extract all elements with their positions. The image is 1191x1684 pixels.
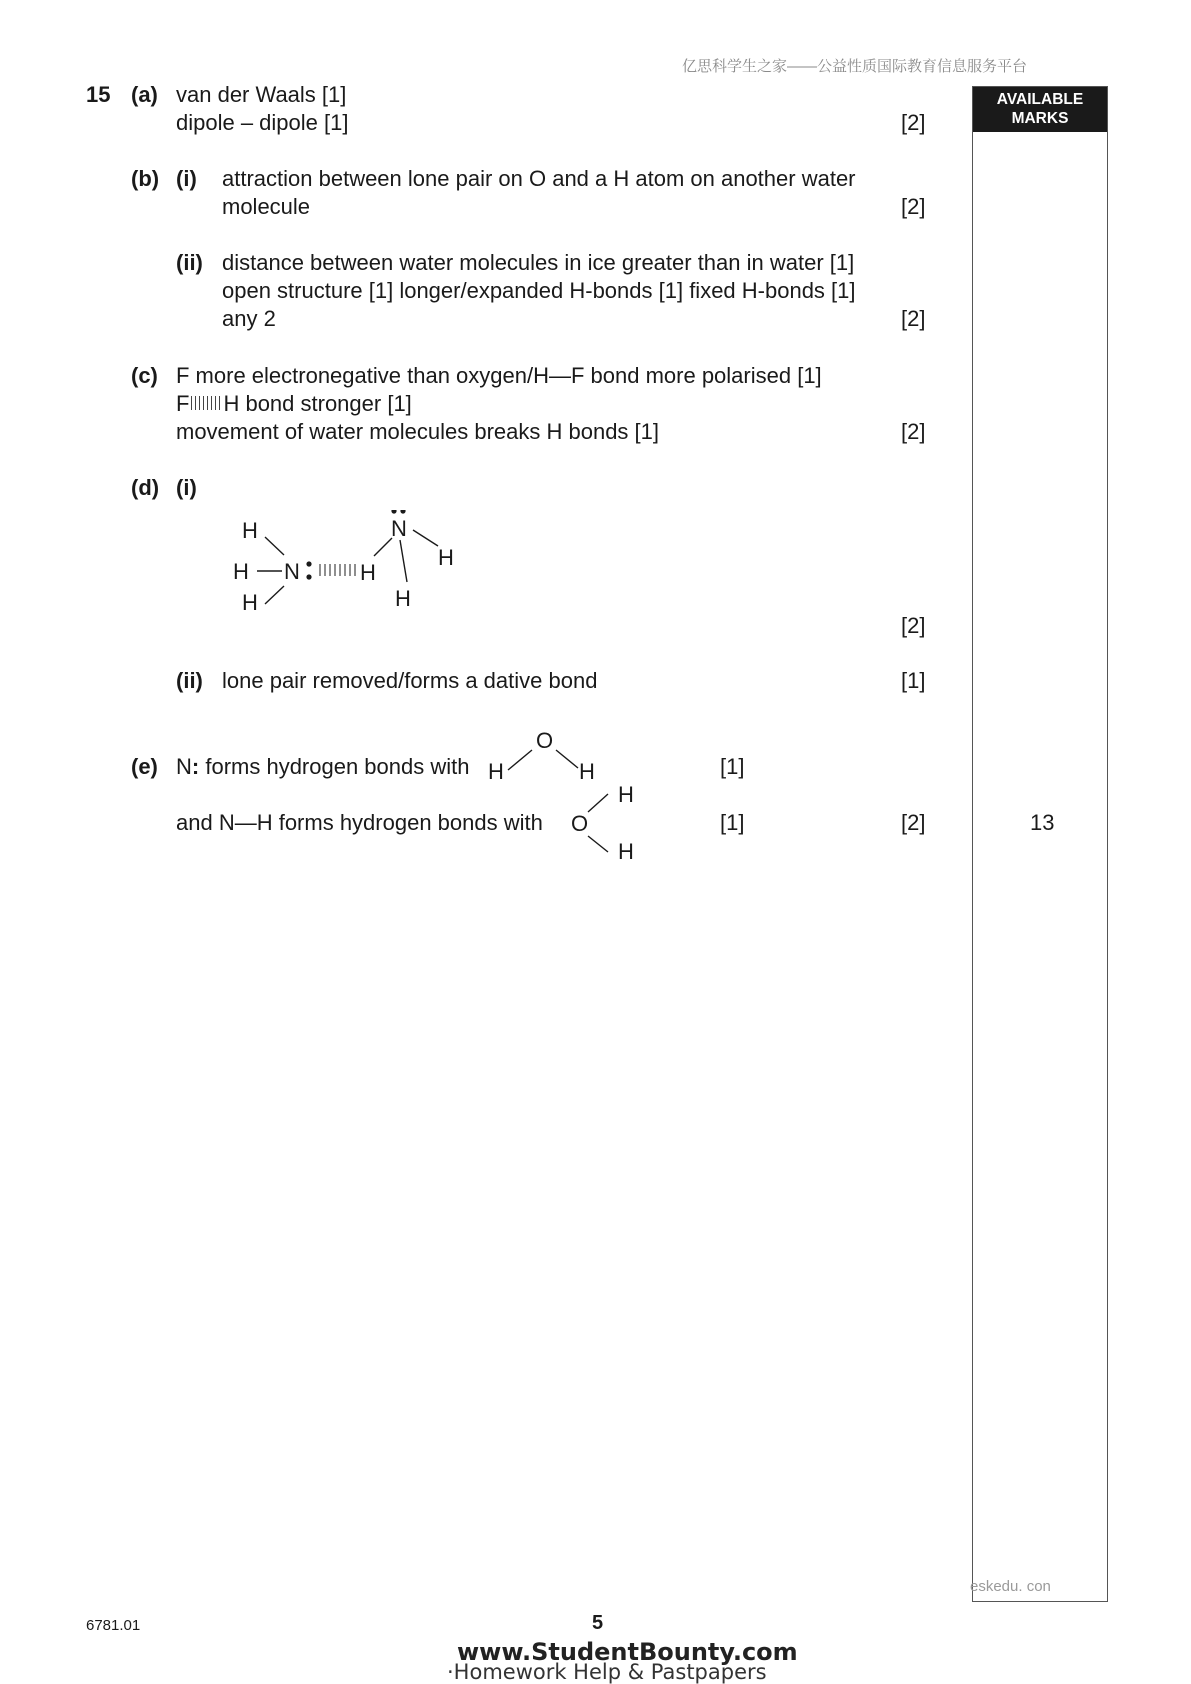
part-b-label: (b) <box>131 166 160 191</box>
ammonia-hydrogen-bond-diagram <box>220 510 500 620</box>
part-d-i-label: (i) <box>176 475 197 500</box>
lone-pair-colon: : <box>191 754 200 779</box>
bond-line <box>588 836 608 852</box>
water-molecule-vertical <box>570 780 640 862</box>
part-b-i-line2: molecule <box>222 194 311 219</box>
part-d-ii-text: lone pair removed/forms a dative bond <box>222 668 598 693</box>
studentbounty-url: www.StudentBounty.com <box>457 1638 798 1666</box>
atom-h-bottom-right: H <box>395 586 411 611</box>
part-e-line1-text: forms hydrogen bonds with <box>205 754 470 779</box>
part-b-i-marks: [2] <box>901 194 926 219</box>
part-c-line2-text: H bond stronger [1] <box>223 391 412 416</box>
hydrogen-bond-hash <box>191 396 221 410</box>
atom-h-bonded: H <box>360 560 376 585</box>
part-b-ii-line2: open structure [1] longer/expanded H-bonds [1] fixed H-bonds [1] <box>222 278 856 303</box>
water-oxygen: O <box>571 811 589 836</box>
available-marks-heading <box>973 87 1107 132</box>
part-c-fluorine: F <box>176 391 190 416</box>
part-d-i-marks: [2] <box>901 613 926 638</box>
hydrogen-bond-hash <box>320 564 355 576</box>
atom-n-right: N <box>391 516 407 541</box>
part-c-marks: [2] <box>901 419 926 444</box>
part-e-label: (e) <box>131 754 158 779</box>
paper-code: 6781.01 <box>86 1617 141 1634</box>
atom-h-bottom-left: H <box>242 590 258 615</box>
water-hydrogen-right: H <box>579 759 595 784</box>
atom-n-left: N <box>284 559 300 584</box>
lone-pair-dot <box>391 510 396 514</box>
platform-header: 亿思科学生之家——公益性质国际教育信息服务平台 <box>682 58 1028 75</box>
part-e-line1 <box>176 753 469 781</box>
question-number: 15 <box>86 82 111 107</box>
part-c-line2 <box>176 390 412 418</box>
water-oxygen: O <box>536 728 554 753</box>
bond-line <box>265 537 284 555</box>
part-c-label: (c) <box>131 363 158 388</box>
total-marks: 13 <box>1030 810 1055 835</box>
part-a-line1: van der Waals [1] <box>176 82 347 107</box>
part-b-ii-marks: [2] <box>901 306 926 331</box>
part-b-i-label: (i) <box>176 166 197 191</box>
part-a-label: (a) <box>131 82 158 107</box>
part-e-line1-mark: [1] <box>720 754 745 779</box>
part-e-marks: [2] <box>901 810 926 835</box>
watermark-text: eskedu. con <box>970 1578 1051 1595</box>
available-marks-column <box>972 86 1108 1602</box>
atom-h-top-left: H <box>242 518 258 543</box>
bond-line <box>508 750 532 770</box>
bond-line <box>556 750 578 768</box>
bond-line <box>400 540 407 582</box>
part-e-line2-mark: [1] <box>720 810 745 835</box>
part-c-line3: movement of water molecules breaks H bonds [1] <box>176 419 660 444</box>
part-b-ii-line3: any 2 <box>222 306 276 331</box>
part-e-nitrogen: N <box>176 754 192 779</box>
page-number: 5 <box>592 1612 604 1634</box>
part-a-marks: [2] <box>901 110 926 135</box>
part-b-ii-label: (ii) <box>176 250 203 275</box>
atom-h-right: H <box>438 545 454 570</box>
bond-line <box>413 530 438 546</box>
part-d-label: (d) <box>131 475 160 500</box>
water-hydrogen-bottom: H <box>618 839 634 862</box>
water-hydrogen-left: H <box>488 759 504 784</box>
lone-pair-dot <box>306 574 311 579</box>
atom-h-mid-left: H <box>233 559 249 584</box>
studentbounty-tagline: ·Homework Help & Pastpapers <box>447 1660 767 1684</box>
bond-line <box>588 794 608 812</box>
lone-pair-dot <box>400 510 405 514</box>
heading-line-available: AVAILABLE <box>996 91 1084 108</box>
part-d-ii-label: (ii) <box>176 668 203 693</box>
part-e-line2-text: and N—H forms hydrogen bonds with <box>176 810 543 835</box>
part-a-line2: dipole – dipole [1] <box>176 110 349 135</box>
part-c-line1: F more electronegative than oxygen/H—F bond more polarised [1] <box>176 363 822 388</box>
heading-line-marks: MARKS <box>1011 110 1069 127</box>
lone-pair-dot <box>306 561 311 566</box>
bond-line <box>374 538 392 556</box>
bond-line <box>265 586 284 604</box>
part-b-ii-line1: distance between water molecules in ice greater than in water [1] <box>222 250 855 275</box>
part-d-ii-marks: [1] <box>901 668 926 693</box>
part-b-i-line1: attraction between lone pair on O and a H atom on another water <box>222 166 856 191</box>
water-hydrogen-top: H <box>618 782 634 807</box>
water-molecule-bent <box>486 726 606 784</box>
